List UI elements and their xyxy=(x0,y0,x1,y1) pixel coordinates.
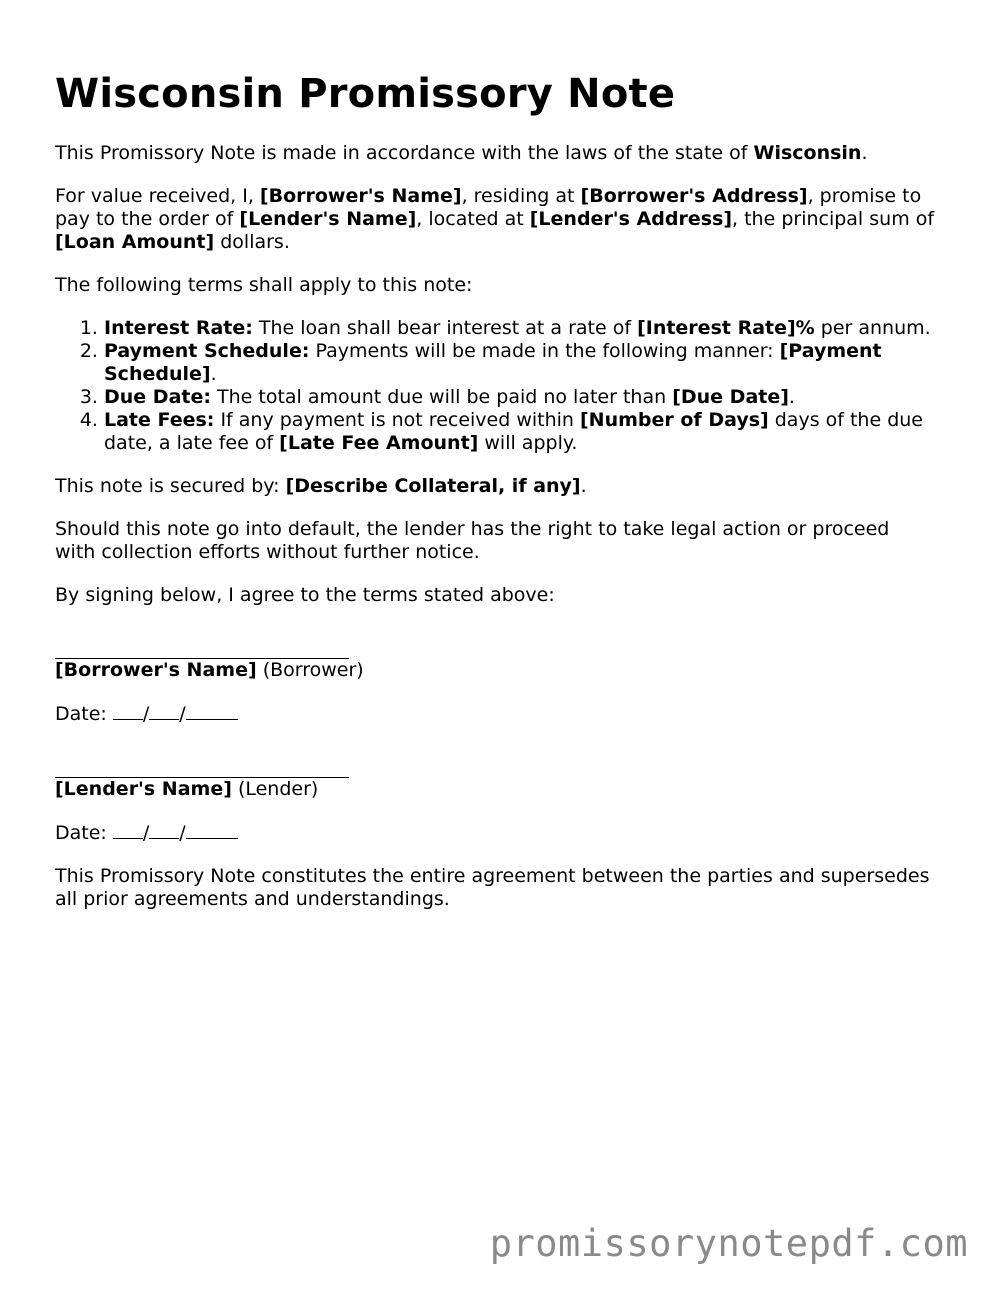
term-item-late-fees xyxy=(104,409,935,455)
value-text-5: , the principal sum of xyxy=(732,208,935,230)
terms-list xyxy=(55,317,935,455)
term-label: Payment Schedule: xyxy=(104,340,310,362)
date-label: Date: xyxy=(55,822,113,844)
term-item-interest-rate xyxy=(104,317,935,340)
borrower-date-line xyxy=(55,702,935,726)
lender-address-field: [Lender's Address] xyxy=(529,208,733,230)
secured-end: . xyxy=(580,475,587,497)
term-text: The total amount due will be paid no later than xyxy=(210,386,673,408)
intro-end: . xyxy=(861,142,868,164)
lender-signature-line[interactable] xyxy=(55,756,349,778)
term-item-due-date xyxy=(104,386,935,409)
date-separator: / xyxy=(179,703,186,725)
date-year-blank[interactable] xyxy=(186,702,238,720)
lender-role: (Lender) xyxy=(231,778,319,800)
borrower-role: (Borrower) xyxy=(256,659,364,681)
date-separator: / xyxy=(142,822,150,844)
date-year-blank[interactable] xyxy=(186,821,238,839)
lender-date-line xyxy=(55,821,935,845)
secured-text: This note is secured by: xyxy=(55,475,286,497)
date-label: Date: xyxy=(55,703,113,725)
date-day-blank[interactable] xyxy=(149,821,179,839)
state-name: Wisconsin xyxy=(753,142,862,164)
loan-amount-field: [Loan Amount] xyxy=(55,231,215,253)
term-text: . xyxy=(210,363,217,385)
term-text: The loan shall bear interest at a rate of xyxy=(252,317,638,339)
borrower-signature-label xyxy=(55,659,935,682)
date-separator: / xyxy=(179,822,186,844)
value-clause xyxy=(55,185,935,254)
document-page xyxy=(55,0,935,911)
term-text: days of the due date, a late fee of xyxy=(104,409,923,454)
borrower-signature-line[interactable] xyxy=(55,637,349,659)
secured-paragraph xyxy=(55,475,935,498)
lender-name-field: [Lender's Name] xyxy=(239,208,417,230)
signing-lead: By signing below, I agree to the terms stated above: xyxy=(55,584,555,606)
value-text-4: , located at xyxy=(416,208,530,230)
value-text-3: , promise to pay to the order of xyxy=(55,185,922,230)
value-text-6: dollars. xyxy=(214,231,290,253)
lender-signature-name: [Lender's Name] xyxy=(55,778,232,800)
borrower-signature-name: [Borrower's Name] xyxy=(55,659,257,681)
interest-rate-field: [Interest Rate]% xyxy=(637,317,815,339)
term-item-payment-schedule xyxy=(104,340,935,386)
term-text: If any payment is not received within xyxy=(214,409,580,431)
term-label: Late Fees: xyxy=(104,409,215,431)
date-month-blank[interactable] xyxy=(113,702,143,720)
date-day-blank[interactable] xyxy=(149,702,179,720)
term-text: will apply. xyxy=(478,432,578,454)
page-title: Wisconsin Promissory Note xyxy=(55,71,676,117)
intro-text: This Promissory Note is made in accordance with the laws of the state of xyxy=(55,142,754,164)
date-separator: / xyxy=(142,703,150,725)
term-text: Payments will be made in the following manner: xyxy=(309,340,780,362)
term-text: . xyxy=(788,386,795,408)
watermark: promissorynotepdf.com xyxy=(489,1222,968,1265)
value-text-2: , residing at xyxy=(461,185,581,207)
term-text: per annum. xyxy=(814,317,931,339)
number-of-days-field: [Number of Days] xyxy=(580,409,769,431)
closing-paragraph: This Promissory Note constitutes the entire agreement between the parties and supersedes all prior agreements and understandings. xyxy=(55,865,930,910)
due-date-field: [Due Date] xyxy=(672,386,789,408)
term-label: Interest Rate: xyxy=(104,317,253,339)
default-paragraph: Should this note go into default, the lender has the right to take legal action or proceed with collection efforts without further notice. xyxy=(55,518,890,563)
intro-paragraph xyxy=(55,142,935,165)
terms-lead: The following terms shall apply to this note: xyxy=(55,274,473,296)
payment-schedule-field: [Payment Schedule] xyxy=(104,340,882,385)
collateral-field: [Describe Collateral, if any] xyxy=(285,475,581,497)
date-month-blank[interactable] xyxy=(113,821,143,839)
borrower-address-field: [Borrower's Address] xyxy=(580,185,808,207)
lender-signature-label xyxy=(55,778,935,801)
borrower-name-field: [Borrower's Name] xyxy=(259,185,462,207)
value-text-1: For value received, I, xyxy=(55,185,260,207)
term-label: Due Date: xyxy=(104,386,211,408)
late-fee-amount-field: [Late Fee Amount] xyxy=(279,432,479,454)
